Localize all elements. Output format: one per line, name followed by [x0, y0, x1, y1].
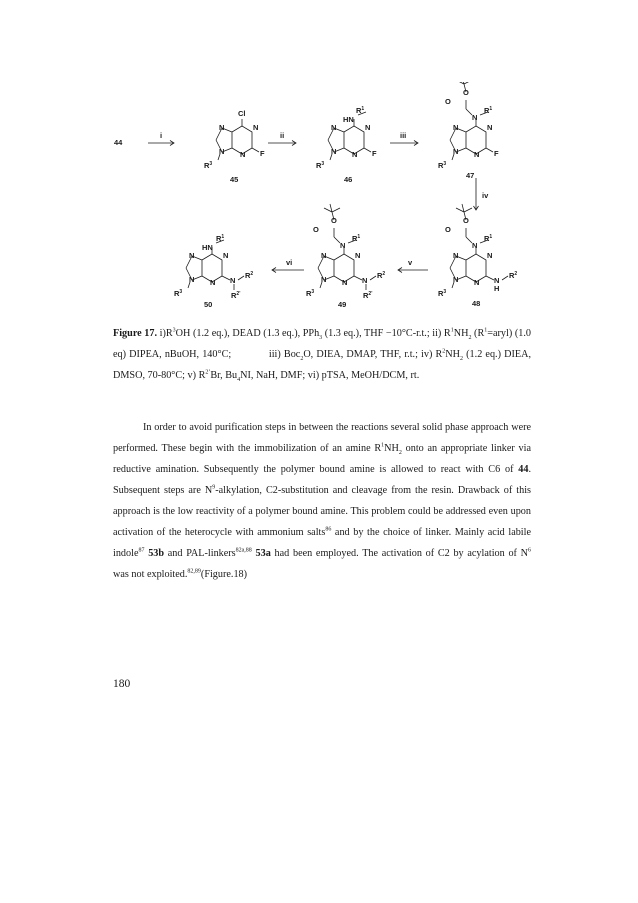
svg-text:N: N	[365, 123, 371, 132]
structure-46	[316, 106, 377, 184]
svg-text:N: N	[253, 123, 259, 132]
svg-text:N: N	[189, 275, 195, 284]
step-v-label: v	[408, 258, 413, 267]
svg-text:R2: $R^2$	[377, 271, 386, 280]
figure-caption: Figure 17. $i)R^3OH$ (1.2 eq.), DEAD (1.3 eq.), PPh$_3$ (1.3 eq.), THF −10°C-r.t.; ii) $R^1NH_2$ $(R^1=aryl)$ (1.0 eq) DIPEA, nBuOH, 140°C; iii) Boc$_2$O, DIEA, DMAP, THF, r.t.; iv) $R^2NH_2$ (1.2 eq.) DIEA, DMSO, 70-80°C; v) $R^{2’}Br$, $Bu_4NI$, NaH, DMF; vi) pTSA, MeOH/DCM, rt.	[113, 327, 531, 384]
svg-text:R1: $R^1$	[356, 106, 365, 115]
reaction-scheme	[100, 82, 540, 307]
svg-text:R1: $R^1$	[216, 234, 225, 243]
svg-text:N: N	[340, 241, 346, 250]
svg-text:O: O	[331, 216, 337, 225]
svg-text:N: N	[362, 276, 368, 285]
svg-text:R2: $R^2$	[509, 271, 518, 280]
svg-text:N: N	[321, 251, 327, 260]
svg-text:HN: HN	[202, 243, 213, 252]
structure-49	[306, 216, 385, 307]
compound-45-label: 45	[230, 175, 239, 184]
svg-text:O: O	[313, 225, 319, 234]
svg-text:O: O	[463, 216, 469, 225]
step-i-label: i	[160, 131, 163, 140]
svg-text:N: N	[219, 147, 225, 156]
compound-47-label: 47	[466, 171, 475, 180]
svg-text:N: N	[472, 113, 478, 122]
svg-text:R2: $R^2$	[245, 271, 254, 280]
svg-text:R3: $R^3$	[316, 161, 325, 170]
svg-text:N: N	[342, 278, 348, 287]
svg-text:N: N	[474, 150, 480, 159]
svg-text:Cl: Cl	[238, 109, 246, 118]
svg-text:H: H	[494, 284, 500, 293]
svg-text:N: N	[352, 150, 358, 159]
step-vi-label: vi	[286, 258, 293, 267]
svg-text:N: N	[321, 275, 327, 284]
svg-text:R3: $R^3$	[438, 161, 447, 170]
svg-text:N: N	[487, 123, 493, 132]
svg-text:N: N	[230, 276, 236, 285]
structure-50	[174, 234, 253, 307]
svg-text:F: F	[372, 149, 377, 158]
svg-text:O: O	[445, 97, 451, 106]
svg-text:N: N	[453, 251, 459, 260]
svg-text:N: N	[219, 123, 225, 132]
svg-text:R1: $R^1$	[484, 106, 493, 115]
svg-text:F: F	[494, 149, 499, 158]
step-iii-label: iii	[400, 131, 407, 140]
svg-text:F: F	[260, 149, 265, 158]
body-paragraph: In order to avoid purification steps in between the reactions several solid phase approach were performed. These begin with the immobilization of an amine $R^1NH_2$ onto an appropriate linker via reductive amination. Subsequently the polymer bound amine is allowed to react with C6 of 44. Subsequent steps are $N^9$-alkylation, C2-substitution and cleavage from the resin. Drawback of this approach is the low reactivity of a polymer bound amine. This problem could be addressed even upon activation of the heterocycle with ammonium salts$^{86}$ and by the choice of linker. Mainly acid labile indole$^{87}$ 53b and PAL-linkers$^{82a,88}$ 53a had been employed. The activation of C2 by acylation of $N^6$ was not exploited.$^{82,89}$(Figure.18)	[113, 422, 532, 580]
svg-text:R1: $R^1$	[484, 234, 493, 243]
svg-text:R3: $R^3$	[306, 289, 315, 298]
svg-text:N: N	[223, 251, 229, 260]
svg-text:N: N	[487, 251, 493, 260]
structure-48	[438, 216, 517, 307]
svg-text:N: N	[474, 278, 480, 287]
compound-49-label: 49	[338, 300, 347, 307]
svg-text:N: N	[355, 251, 361, 260]
svg-text:HN: HN	[343, 115, 354, 124]
compound-48-label: 48	[472, 299, 481, 307]
svg-text:R2': $R^{2'}$	[363, 291, 373, 300]
svg-text:R3: $R^3$	[204, 161, 213, 170]
svg-text:R3: $R^3$	[174, 289, 183, 298]
svg-text:R3: $R^3$	[438, 289, 447, 298]
svg-text:O: O	[463, 88, 469, 97]
structure-45	[204, 109, 265, 184]
svg-text:N: N	[331, 147, 337, 156]
compound-46-label: 46	[344, 175, 353, 184]
page-number: 180	[113, 678, 131, 690]
step-ii-label: ii	[280, 131, 285, 140]
svg-text:N: N	[453, 147, 459, 156]
step-iv-label: iv	[482, 191, 489, 200]
svg-text:O: O	[445, 225, 451, 234]
svg-text:R1: $R^1$	[352, 234, 361, 243]
compound-50-label: 50	[204, 300, 213, 307]
svg-text:N: N	[494, 276, 500, 285]
svg-text:N: N	[189, 251, 195, 260]
structure-47	[438, 88, 499, 180]
svg-text:N: N	[240, 150, 246, 159]
figure-label: Figure 17.	[113, 328, 158, 339]
compound-44-label: 44	[114, 138, 123, 147]
svg-text:N: N	[210, 278, 216, 287]
svg-text:N: N	[453, 123, 459, 132]
svg-text:R2': $R^{2'}$	[231, 291, 241, 300]
svg-text:N: N	[453, 275, 459, 284]
svg-text:N: N	[331, 123, 337, 132]
svg-text:N: N	[472, 241, 478, 250]
